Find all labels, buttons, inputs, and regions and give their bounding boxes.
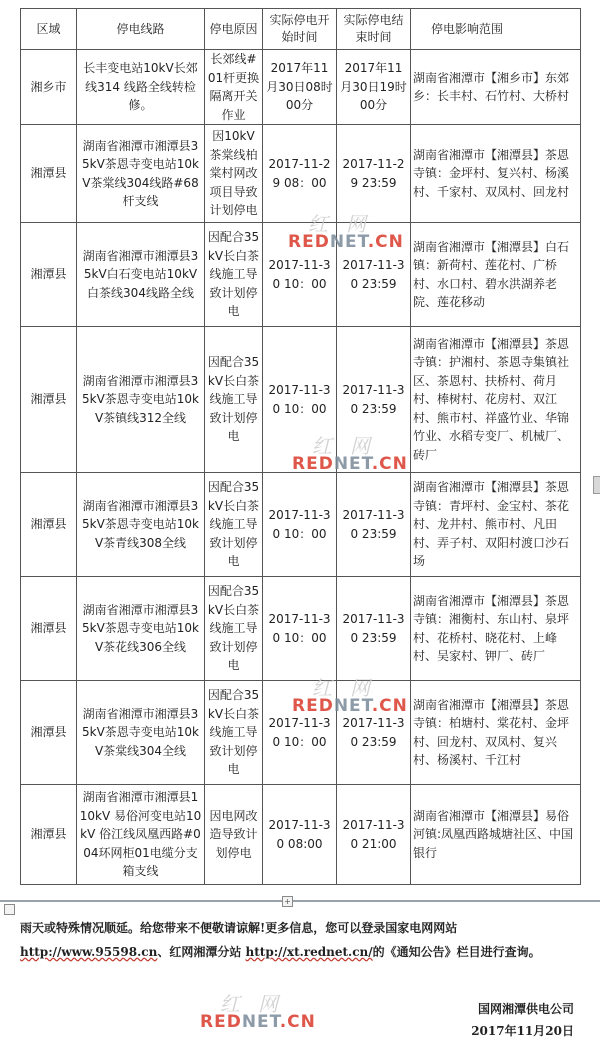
cell-scope: 湖南省湘潭市【湘潭县】茶恩寺镇：湘衡村、东山村、泉坪村、花桥村、晓花村、上峰村、吴家村、钾厂、砖厂 — [411, 577, 581, 681]
cell-area: 湘潭县 — [21, 125, 77, 223]
cell-reason: 因配合35kV长白茶线施工导致计划停电 — [205, 681, 263, 785]
watermark-logo: 红网 REDNET.CN — [292, 434, 408, 474]
cell-start-time: 2017-11-30 10：00 — [263, 223, 337, 327]
signature-block — [471, 998, 574, 1042]
signature-company: 国网湘潭供电公司 — [477, 1002, 574, 1016]
cell-line: 湖南省湘潭市湘潭县35kV茶恩寺变电站10kV茶花线306全线 — [77, 577, 205, 681]
cell-start-time: 2017-11-30 10：00 — [263, 327, 337, 473]
cell-end-time: 2017-11-30 23:59 — [337, 473, 411, 577]
cell-scope: 湖南省湘潭市【湘潭县】茶恩寺镇：青坪村、金宝村、茶花村、龙井村、熊市村、凡田村、弄子村、双阳村渡口沙石场 — [411, 473, 581, 577]
cell-area: 湘潭县 — [21, 223, 77, 327]
scroll-handle[interactable] — [593, 476, 600, 494]
cell-line: 湖南省湘潭市湘潭县35kV茶恩寺变电站10kV茶青线308全线 — [77, 473, 205, 577]
table-row — [21, 223, 581, 327]
cell-area: 湘潭县 — [21, 473, 77, 577]
cell-scope: 湖南省湘潭市【湘潭县】茶恩寺镇：柏塘村、棠花村、金坪村、回龙村、双凤村、复兴村、杨溪村、千江村 — [411, 681, 581, 785]
notice-tail: 的《通知公告》栏目进行查询。 — [372, 945, 541, 959]
notice-mid: 、红网湘潭分站 — [157, 945, 246, 959]
cell-start-time: 2017年11月30日08时00分 — [263, 50, 337, 125]
table-row — [21, 125, 581, 223]
page-break-line — [0, 900, 600, 902]
table-corner-handle-icon[interactable] — [4, 904, 15, 915]
cell-line: 湖南省湘潭市湘潭县35kV茶恩寺变电站10kV茶棠线304线路#68杆支线 — [77, 125, 205, 223]
cell-scope: 湖南省湘潭市【湘潭县】茶恩寺镇：金坪村、复兴村、杨溪村、千家村、双凤村、回龙村 — [411, 125, 581, 223]
watermark-logo: 红网 REDNET.CN — [288, 212, 404, 252]
cell-line: 长丰变电站10kV长郊线314 线路全线转检修。 — [77, 50, 205, 125]
cell-area: 湘潭县 — [21, 681, 77, 785]
header-end-time: 实际停电结束时间 — [337, 9, 411, 50]
cell-end-time: 2017-11-29 23:59 — [337, 125, 411, 223]
header-scope: 停电影响范围 — [411, 9, 581, 50]
cell-area: 湘潭县 — [21, 327, 77, 473]
cell-reason: 因配合35kV长白茶线施工导致计划停电 — [205, 473, 263, 577]
cell-start-time: 2017-11-30 08:00 — [263, 785, 337, 885]
table-row — [21, 577, 581, 681]
table-row — [21, 50, 581, 125]
cell-scope: 湖南省湘潭市【湘潭县】易俗河镇:凤凰西路城塘社区、中国银行 — [411, 785, 581, 885]
table-move-handle-icon[interactable]: + — [282, 896, 293, 907]
cell-reason: 因配合35kV长白茶线施工导致计划停电 — [205, 223, 263, 327]
cell-area: 湘潭县 — [21, 785, 77, 885]
cell-start-time: 2017-11-29 08：00 — [263, 125, 337, 223]
cell-start-time: 2017-11-30 10：00 — [263, 473, 337, 577]
header-area: 区域 — [21, 9, 77, 50]
cell-reason: 因配合35kV长白茶线施工导致计划停电 — [205, 327, 263, 473]
cell-scope: 湖南省湘潭市【湘乡市】东郊乡：长丰村、石竹村、大桥村 — [411, 50, 581, 125]
signature-date: 2017年11月20日 — [471, 1024, 574, 1038]
cell-reason: 因10kV茶棠线柏棠村网改项目导致计划停电 — [205, 125, 263, 223]
cell-reason: 因电网改造导致计划停电 — [205, 785, 263, 885]
cell-end-time: 2017-11-30 23:59 — [337, 327, 411, 473]
state-grid-link[interactable]: http://www.95598.cn — [20, 945, 158, 959]
cell-end-time: 2017年11月30日19时00分 — [337, 50, 411, 125]
cell-scope: 湖南省湘潭市【湘潭县】茶恩寺镇：护湘村、茶恩寺集镇社区、茶恩村、扶桥村、荷月村、棒树村、花房村、双江村、熊市村、祥盛竹业、华锦竹业、水稻专变厂、机械厂、砖厂 — [411, 327, 581, 473]
cell-end-time: 2017-11-30 21:00 — [337, 785, 411, 885]
watermark-logo: 红网 REDNET.CN — [292, 676, 408, 716]
outage-table — [20, 8, 581, 885]
cell-line: 湖南省湘潭市湘潭县35kV茶恩寺变电站10kV茶棠线304全线 — [77, 681, 205, 785]
cell-reason: 长郊线#01杆更换隔离开关作业 — [205, 50, 263, 125]
table-row — [21, 473, 581, 577]
notice-text — [20, 916, 595, 964]
table-row — [21, 681, 581, 785]
table-row — [21, 327, 581, 473]
cell-start-time: 2017-11-30 10：00 — [263, 577, 337, 681]
watermark-logo: 红网 REDNET.CN — [200, 992, 316, 1032]
cell-area: 湘乡市 — [21, 50, 77, 125]
cell-end-time: 2017-11-30 23:59 — [337, 681, 411, 785]
rednet-link[interactable]: http://xt.rednet.cn/ — [245, 945, 373, 959]
header-reason: 停电原因 — [205, 9, 263, 50]
notice-line1: 雨天或特殊情况顺延。给您带来不便敬请谅解!更多信息，您可以登录国家电网网站 — [20, 921, 458, 935]
cell-line: 湖南省湘潭市湘潭县110kV 易俗河变电站10kV 俗江线凤凰西路#004环网柜01电缆分支箱支线 — [77, 785, 205, 885]
table-row — [21, 785, 581, 885]
cell-end-time: 2017-11-30 23:59 — [337, 577, 411, 681]
cell-reason: 因配合35kV长白茶线施工导致计划停电 — [205, 577, 263, 681]
cell-area: 湘潭县 — [21, 577, 77, 681]
cell-line: 湖南省湘潭市湘潭县35kV白石变电站10kV白茶线304线路全线 — [77, 223, 205, 327]
cell-line: 湖南省湘潭市湘潭县35kV茶恩寺变电站10kV茶镇线312全线 — [77, 327, 205, 473]
cell-start-time: 2017-11-30 10：00 — [263, 681, 337, 785]
table-header-row — [21, 9, 581, 50]
cell-scope: 湖南省湘潭市【湘潭县】白石镇：新荷村、莲花村、广桥村、水口村、碧水洪湖养老院、莲花移动 — [411, 223, 581, 327]
cell-end-time: 2017-11-30 23:59 — [337, 223, 411, 327]
header-line: 停电线路 — [77, 9, 205, 50]
header-start-time: 实际停电开始时间 — [263, 9, 337, 50]
